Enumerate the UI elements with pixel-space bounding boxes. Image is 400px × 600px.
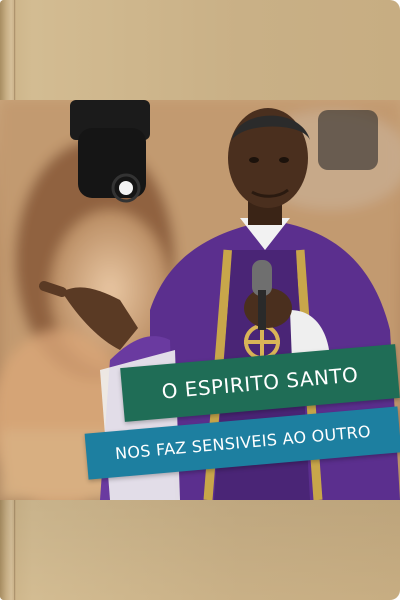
title-line-2: NOS FAZ SENSIVEIS AO OUTRO <box>114 421 372 464</box>
lower-cover-area <box>0 500 400 600</box>
stage-light <box>70 100 150 201</box>
title-line-1: O ESPIRITO SANTO <box>160 362 360 404</box>
